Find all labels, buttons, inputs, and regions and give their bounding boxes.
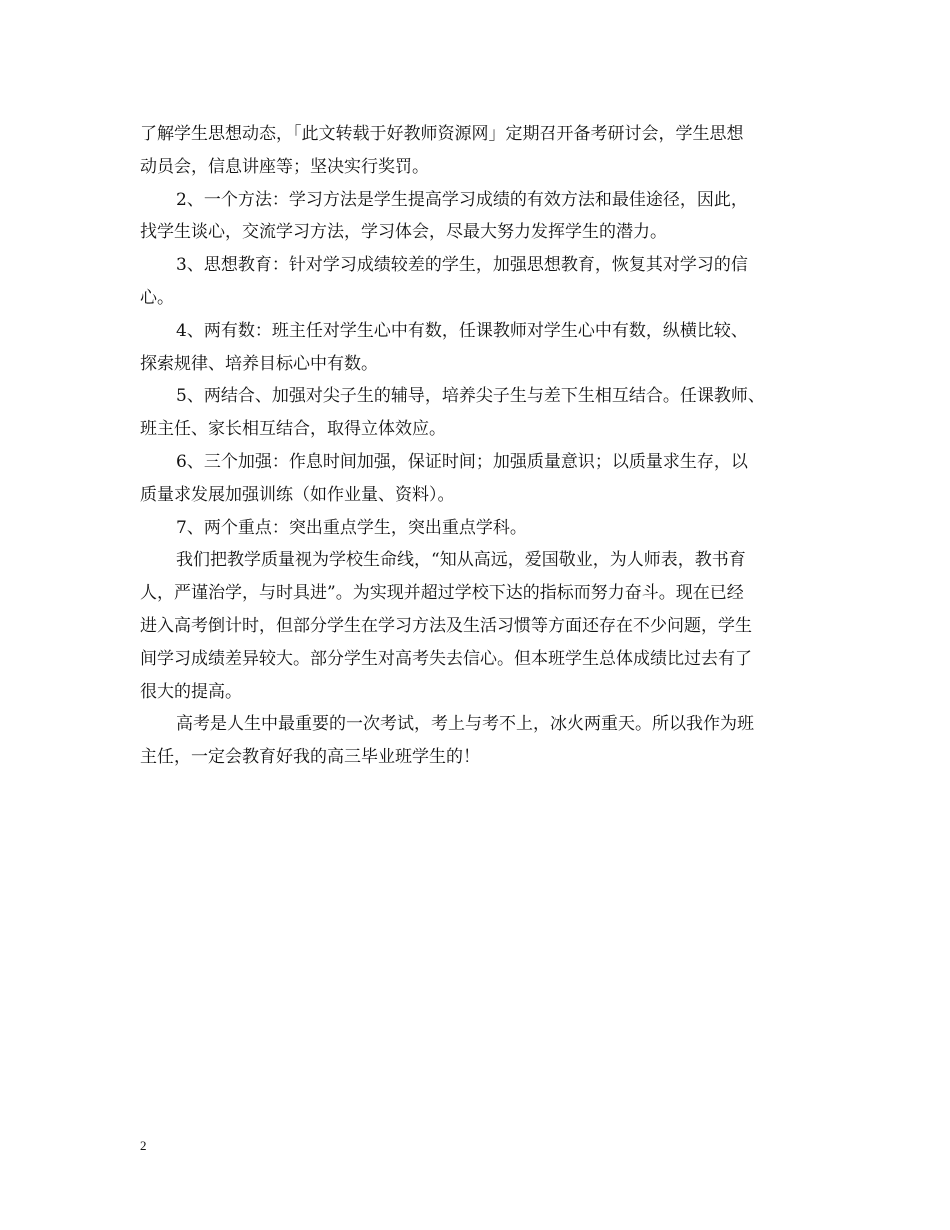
paragraph-1 (140, 118, 830, 184)
page-number: 2 (140, 1138, 147, 1153)
document-body (140, 118, 830, 774)
text-line: 我们把教学质量视为学校生命线，“知从高远，爱国敬业，为人师表，教书育 (176, 550, 746, 571)
text-line: 5、两结合、加强对尖子生的辅导，培养尖子生与差下生相互结合。任课教师、 (176, 386, 765, 407)
paragraph-9 (140, 708, 830, 774)
text-line: 7、两个重点：突出重点学生，突出重点学科。 (176, 517, 527, 538)
paragraph-7 (140, 512, 830, 545)
text-line: 动员会，信息讲座等；坚决实行奖罚。 (140, 156, 429, 177)
paragraph-5 (140, 380, 830, 446)
paragraph-6 (140, 446, 830, 512)
text-line: 高考是人生中最重要的一次考试，考上与考不上，冰火两重天。所以我作为班 (176, 714, 754, 735)
text-line: 6、三个加强：作息时间加强，保证时间；加强质量意识；以质量求生存，以 (176, 451, 748, 472)
text-line: 3、思想教育：针对学习成绩较差的学生，加强思想教育，恢复其对学习的信 (176, 255, 748, 276)
text-line: 探索规律、培养目标心中有数。 (140, 353, 378, 374)
paragraph-3 (140, 249, 830, 315)
text-line: 找学生谈心，交流学习方法，学习体会，尽最大努力发挥学生的潜力。 (140, 222, 667, 243)
text-line: 班主任、家长相互结合，取得立体效应。 (140, 419, 446, 440)
text-line: 2、一个方法：学习方法是学生提高学习成绩的有效方法和最佳途径，因此， (176, 189, 748, 210)
text-line: 了解学生思想动态，「此文转载于好教师资源网」定期召开备考研讨会，学生思想 (140, 124, 744, 144)
text-line: 质量求发展加强训练（如作业量、资料）。 (140, 484, 455, 505)
text-line: 间学习成绩差异较大。部分学生对高考失去信心。但本班学生总体成绩比过去有了 (140, 648, 752, 669)
text-line: 心。 (140, 287, 174, 308)
text-line: 人，严谨治学，与时具进”。为实现并超过学校下达的指标而努力奋斗。现在已经 (140, 583, 744, 604)
text-line: 很大的提高。 (140, 681, 242, 702)
paragraph-4 (140, 315, 830, 381)
text-line: 4、两有数：班主任对学生心中有数，任课教师对学生心中有数，纵横比较、 (176, 320, 748, 341)
paragraph-8 (140, 544, 830, 708)
paragraph-2 (140, 184, 830, 250)
text-line: 进入高考倒计时，但部分学生在学习方法及生活习惯等方面还存在不少问题，学生 (140, 615, 752, 636)
text-line: 主任，一定会教育好我的高三毕业班学生的！ (140, 747, 480, 768)
